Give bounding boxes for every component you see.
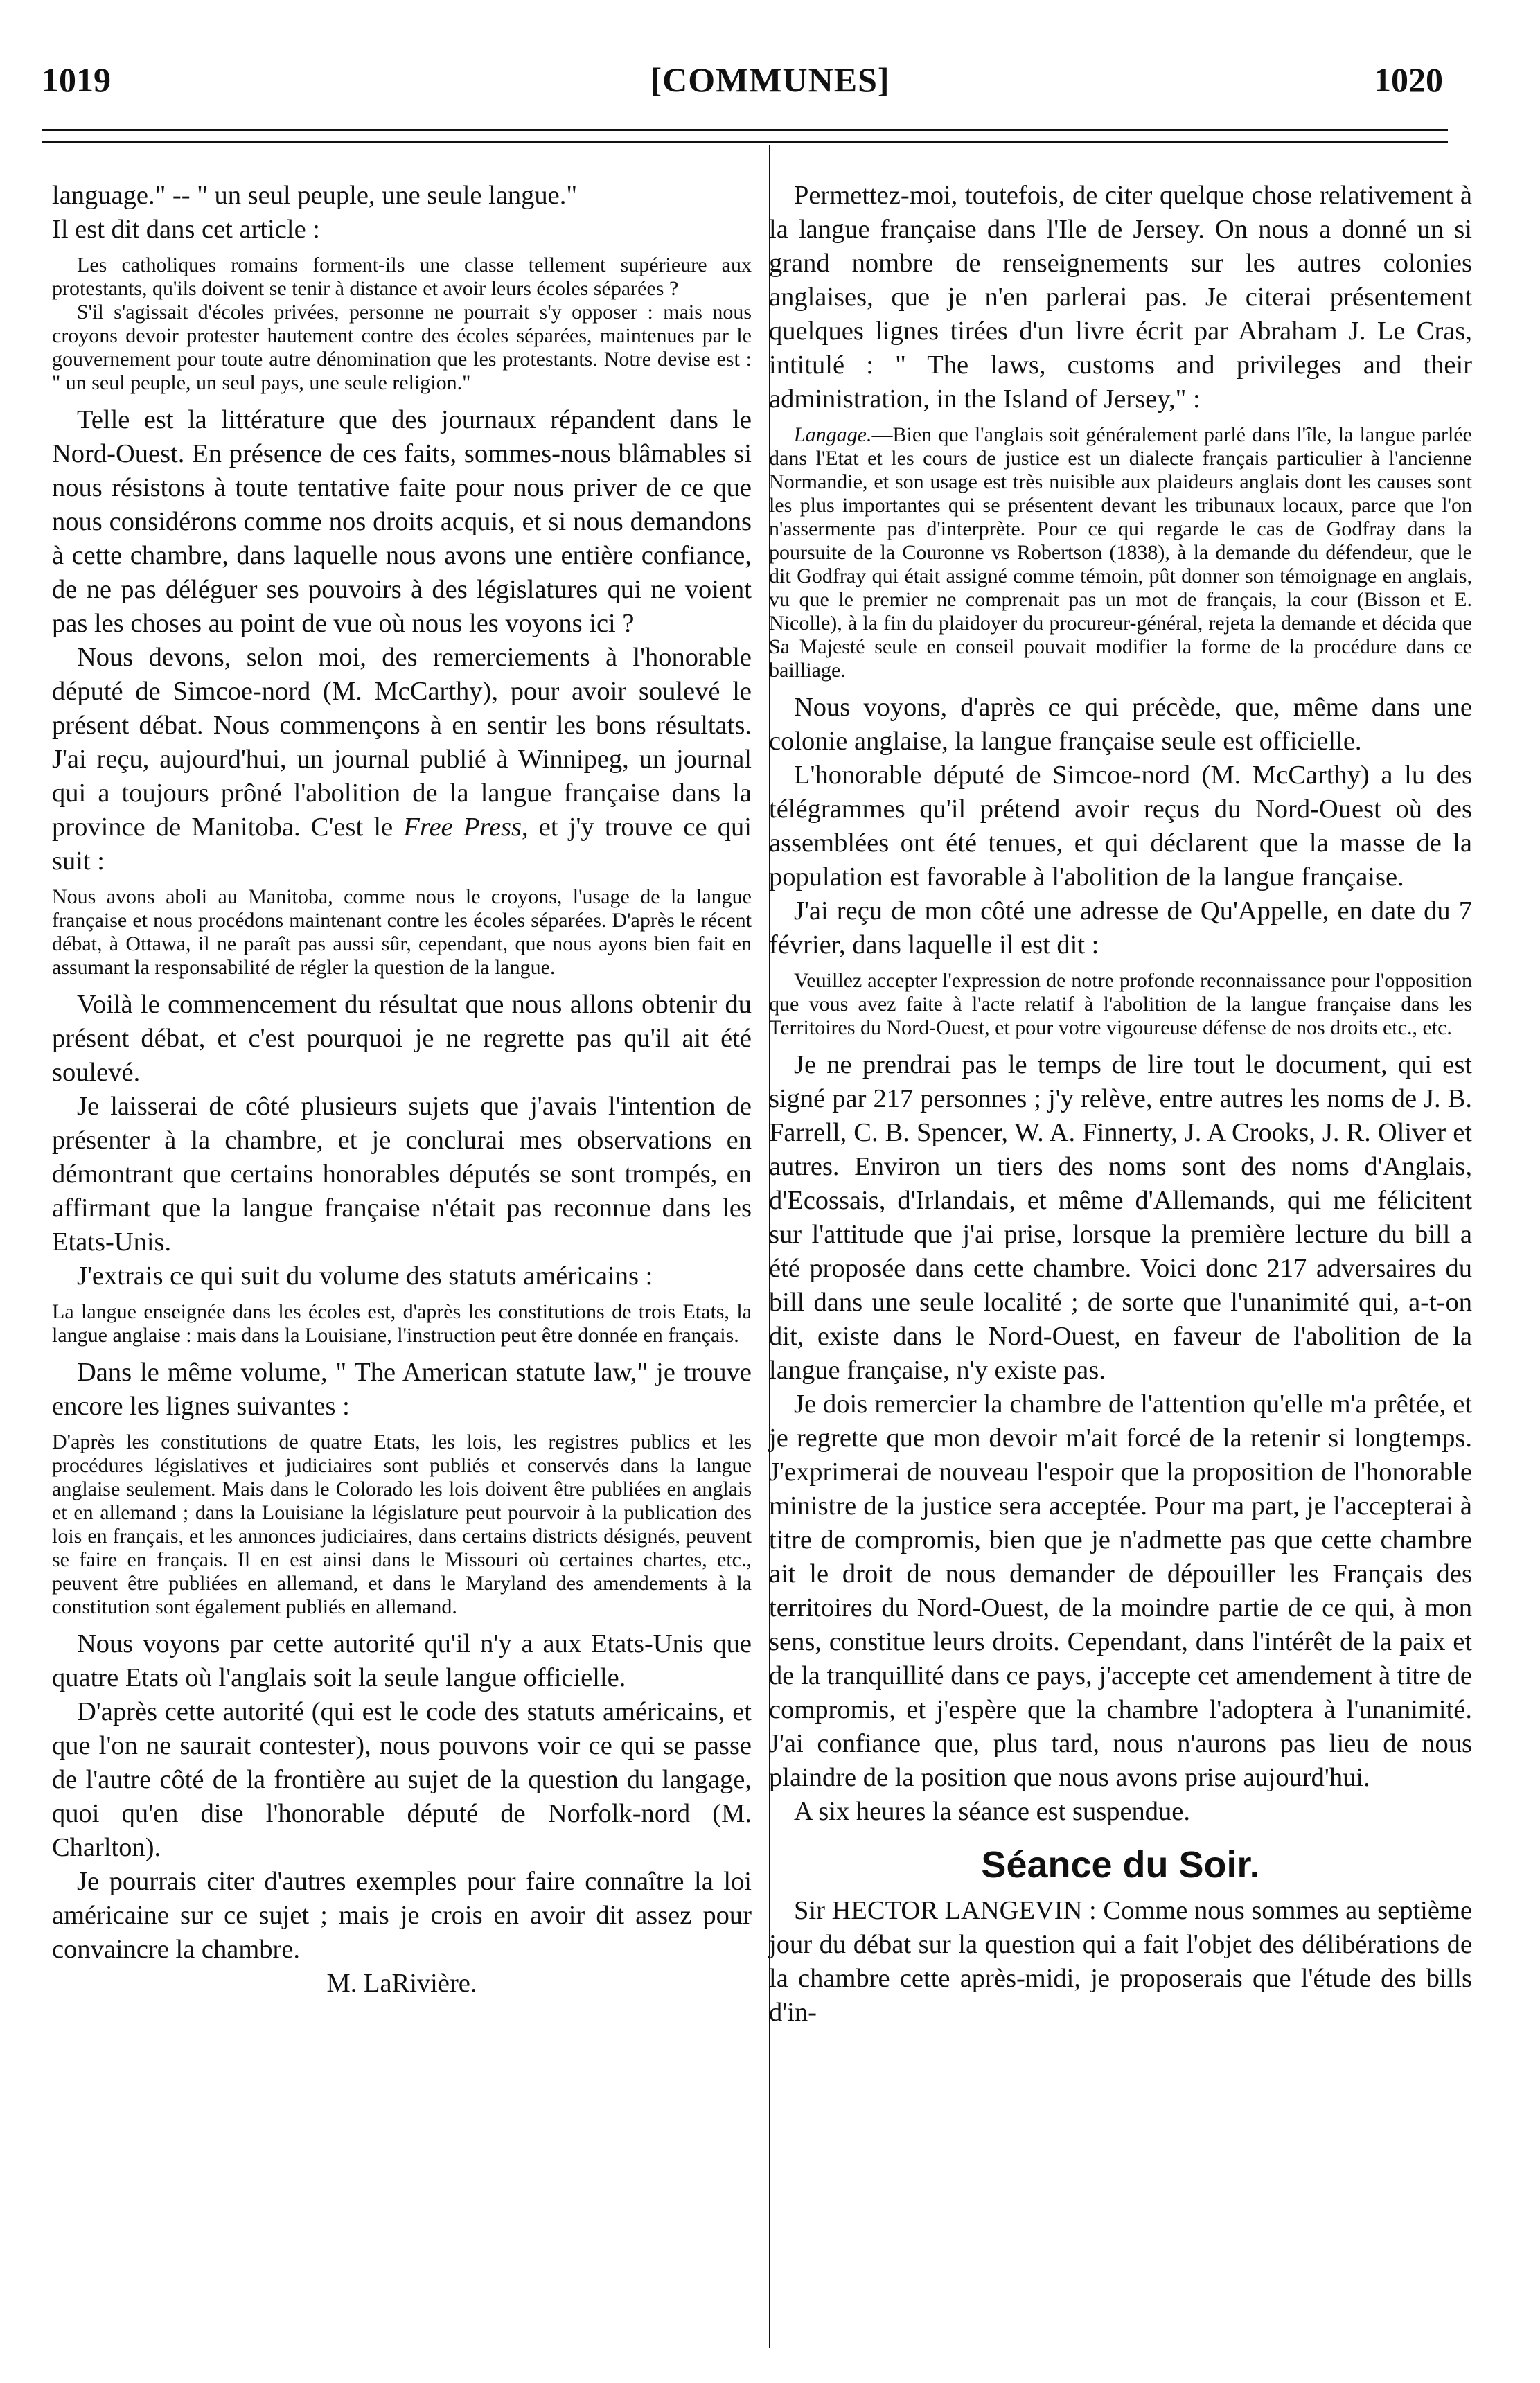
paragraph-text: , et j'y trouve ce qui suit : [52, 813, 752, 876]
paragraph: Permettez-moi, toutefois, de citer quelque chose relativement à la langue française dans l'Ile de Jersey. On nous a donné un si grand nombre de renseignements sur les autres colonies anglaises, que je n'en parlerai pas. Je citerai présentement quelques lignes tirées d'un livre écrit par Abraham J. Le Cras, intitulé : " The laws, customs and privileges and their administration, in the Island of Jersey," : [769, 181, 1472, 414]
paragraph: J'extrais ce qui suit du volume des statuts américains : [77, 1261, 653, 1291]
quotation: Nous avons aboli au Manitoba, comme nous le croyons, l'usage de la langue française et nous procédons maintenant contre les écoles séparées. D'après le récent débat, à Ottawa, il ne paraît pas aussi sûr, cependant, que nous ayons bien fait en assumant la responsabilité de régler la question de la langue. [52, 885, 752, 979]
quotation-heading: Langage. [794, 423, 872, 446]
paragraph-text: Nous devons, selon moi, des remerciements à l'honorable député de Simcoe-nord (M. McCarthy), pour avoir soulevé le présent débat. Nous commençons à en sentir les bons résultats. J'ai reçu, aujourd'hui, un journal publié à Winnipeg, un journal qui a toujours prôné l'abolition de la langue française dans la province de Manitoba. C'est le [52, 643, 752, 842]
paragraph: Je dois remercier la chambre de l'attention qu'elle m'a prêtée, et je regrette que mon devoir m'ait forcé de la retenir si longtemps. J'exprimerai de nouveau l'espoir que la proposition de l'honorable ministre de la justice sera acceptée. Pour ma part, je l'accepterai à titre de compromis, bien que je n'admette pas que cette chambre ait le droit de nous demander de dépouiller les Français des territoires du Nord-Ouest, de la moindre partie de ce qui, à mon sens, constitue leurs droits. Cependant, dans l'intérêt de la paix et de la tranquillité dans ce pays, j'accepte cet amendement à titre de compromis, et j'espère que la chambre l'adoptera à l'unanimité. J'ai confiance que, plus tard, nous n'aurons pas lieu de nous plaindre de la position que nous avons prise aujourd'hui. [769, 1390, 1472, 1792]
paragraph: A six heures la séance est suspendue. [794, 1797, 1190, 1826]
section-title: [COMMUNES] [650, 60, 890, 99]
speaker-name: M. LaRivière. [326, 1969, 477, 1998]
quotation [769, 423, 1472, 682]
paragraph: language." -- " un seul peuple, une seule langue." [52, 181, 578, 210]
quotation: Les catholiques romains forment-ils une classe tellement supérieure aux protestants, qu'ils doivent se tenir à distance et avoir leurs écoles séparées ? [52, 254, 752, 300]
quotation: S'il s'agissait d'écoles privées, personne ne pourrait s'y opposer : mais nous croyons devoir protester hautement contre des écoles séparées, maintenues par le gouvernement pour toute autre dénomination que les protestants. Notre devise est : " un seul peuple, un seul pays, une seule religion." [52, 301, 752, 394]
paragraph: Il est dit dans cet article : [52, 215, 320, 244]
page-number-right: 1020 [1374, 60, 1443, 99]
paragraph: J'ai reçu de mon côté une adresse de Qu'Appelle, en date du 7 février, dans laquelle il est dit : [769, 896, 1472, 959]
paragraph: Je pourrais citer d'autres exemples pour faire connaître la loi américaine sur ce sujet ; mais je crois en avoir dit assez pour convaincre la chambre. [52, 1867, 752, 1964]
paragraph: Dans le même volume, " The American statute law," je trouve encore les lignes suivantes : [52, 1358, 752, 1421]
right-column [769, 179, 1472, 2030]
page-number-left: 1019 [42, 60, 111, 99]
quotation: Veuillez accepter l'expression de notre profonde reconnaissance pour l'opposition que vous avez faite à l'acte relatif à l'abolition de la langue française dans les Territoires du Nord-Ouest, et pour votre vigoureuse défense de nos droits etc., etc. [769, 969, 1472, 1039]
session-heading: Séance du Soir. [981, 1844, 1260, 1886]
paragraph: D'après cette autorité (qui est le code des statuts américains, et que l'on ne saurait contester), nous pouvons voir ce qui se passe de l'autre côté de la frontière au sujet de la question du langage, quoi qu'en dise l'honorable député de Norfolk-nord (M. Charlton). [52, 1697, 752, 1862]
quotation: D'après les constitutions de quatre Etats, les lois, les registres publics et les procédures législatives et judiciaires sont publiés et conservés dans la langue anglaise seulement. Mais dans le Colorado les lois doivent être publiées en anglais et en allemand ; dans la Louisiane la législature peut pourvoir à la publication des lois en français, et les annonces judiciaires, dans certains districts désignés, peuvent se faire en français. Il en est ainsi dans le Missouri où certaines chartes, etc., peuvent être publiées en allemand, et dans le Maryland des amendements à la constitution sont également publiés en allemand. [52, 1430, 752, 1618]
paragraph: Sir HECTOR LANGEVIN : Comme nous sommes au septième jour du débat sur la question qui a fait l'objet des délibérations de la chambre cette après-midi, je proposerais que l'étude des bills d'in- [769, 1896, 1472, 2027]
header-rule-bottom [42, 141, 1448, 143]
paragraph: Voilà le commencement du résultat que nous allons obtenir du présent débat, et c'est pourquoi je ne regrette pas qu'il ait été soulevé. [52, 990, 752, 1087]
page-header [0, 60, 1540, 101]
header-rule-top [42, 129, 1448, 131]
quotation-text: —Bien que l'anglais soit généralement parlé dans l'île, la langue parlée dans l'Etat et les cours de justice est un dialecte français particulier à l'ancienne Normandie, et son usage est très nuisible aux plaideurs anglais dont les causes sont les plus importantes qui se présentent devant les tribunaux locaux, parce que l'on n'assermente pas d'interprète. Pour ce qui regarde le cas de Godfray dans la poursuite de la Couronne vs Robertson (1838), à la demande du défendeur, que le dit Godfray qui était assigné comme témoin, pût donner son témoignage en anglais, vu que le premier ne comprenait pas un mot de français, la cour (Bisson et E. Nicolle), à la fin du plaidoyer du procureur-général, rejeta la demande et décida que Sa Majesté seule en conseil pouvait modifier la forme de la procédure dans ce bailliage. [769, 423, 1472, 682]
paragraph: Je ne prendrai pas le temps de lire tout le document, qui est signé par 217 personnes ; j'y relève, entre autres les noms de J. B. Farrell, C. B. Spencer, W. A. Finnerty, J. A Crooks, J. R. Oliver et autres. Environ un tiers des noms sont des noms d'Anglais, d'Ecossais, d'Irlandais, et même d'Allemands, qui me félicitent sur l'attitude que j'ai prise, lorsque la première lecture du bill a été proposée dans cette chambre. Voici donc 217 adversaires du bill dans une seule localité ; de sorte que l'unanimité qui, a-t-on dit, existe dans le Nord-Ouest, en faveur de l'abolition de la langue française, n'y existe pas. [769, 1050, 1472, 1385]
paragraph: Nous voyons, d'après ce qui précède, que, même dans une colonie anglaise, la langue française seule est officielle. [769, 693, 1472, 756]
paragraph: Nous voyons par cette autorité qu'il n'y a aux Etats-Unis que quatre Etats où l'anglais soit la seule langue officielle. [52, 1629, 752, 1692]
paragraph: Je laisserai de côté plusieurs sujets que j'avais l'intention de présenter à la chambre, et je conclurai mes observations en démontrant que certains honorables députés se sont trompés, en affirmant que la langue française n'était pas reconnue dans les Etats-Unis. [52, 1092, 752, 1257]
newspaper-title: Free Press [403, 813, 522, 842]
quotation: La langue enseignée dans les écoles est, d'après les constitutions de trois Etats, la langue anglaise : mais dans la Louisiane, l'instruction peut être donnée en français. [52, 1300, 752, 1347]
paragraph [52, 641, 752, 878]
paragraph: L'honorable député de Simcoe-nord (M. McCarthy) a lu des télégrammes qu'il prétend avoir reçus du Nord-Ouest où des assemblées ont été tenues, et qui déclarent que la masse de la population est favorable à l'abolition de la langue française. [769, 761, 1472, 892]
paragraph: Telle est la littérature que des journaux répandent dans le Nord-Ouest. En présence de ces faits, sommes-nous blâmables si nous résistons à toute tentative faite pour nous priver de ce que nous considérons comme nos droits acquis, et si nous demandons à cette chambre, dans laquelle nous avons une entière confiance, de ne pas déléguer ses pouvoirs à des législatures qui ne voient pas les choses au point de vue où nous les voyons ici ? [52, 405, 752, 638]
left-column [52, 179, 752, 2001]
